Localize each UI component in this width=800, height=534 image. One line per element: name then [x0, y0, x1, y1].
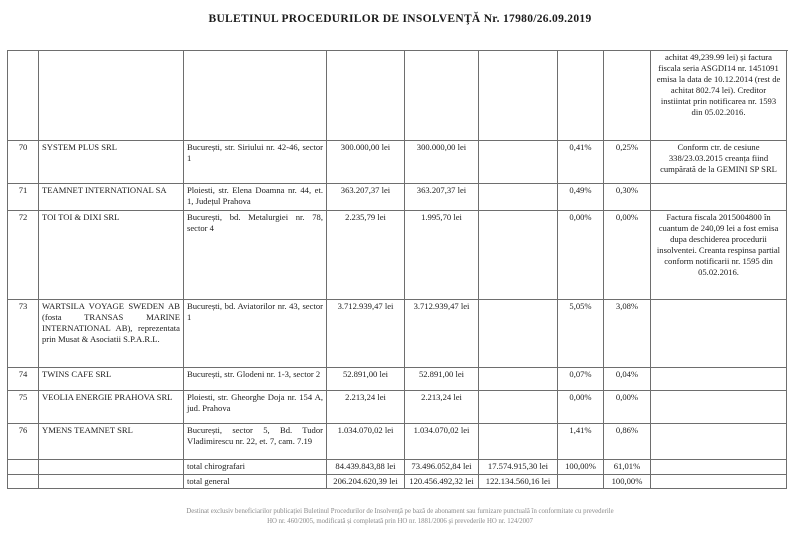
cell-row-number — [8, 51, 39, 141]
cell-observations: Factura fiscala 2015004800 în cuantum de 240,09 lei a fost emisa dupa deschiderea procedurii insolventei. Creanta respinsa partial conform notificarii nr. 1595 din 05.02.2016. — [651, 211, 787, 300]
cell-amount-admitted — [405, 51, 479, 141]
cell-creditor-address: Ploiesti, str. Gheorghe Doja nr. 154 A, jud. Prahova — [184, 391, 327, 424]
cell-amount-admitted: 1.034.070,02 lei — [405, 424, 479, 460]
cell-creditor-address: București, sector 5, Bd. Tudor Vladimirescu nr. 22, et. 7, cam. 7.19 — [184, 424, 327, 460]
cell-amount-total — [479, 424, 558, 460]
cell-row-number: 75 — [8, 391, 39, 424]
cell-row-number: 71 — [8, 184, 39, 211]
cell-percent-general: 3,08% — [604, 300, 651, 368]
cell-percent-general: 0,00% — [604, 391, 651, 424]
cell-percent-category: 0,00% — [558, 391, 604, 424]
cell-row-number: 76 — [8, 424, 39, 460]
cell-creditor-name — [39, 460, 184, 475]
cell-creditor-name: TWINS CAFE SRL — [39, 368, 184, 391]
cell-percent-general: 0,04% — [604, 368, 651, 391]
cell-creditor-name — [39, 475, 184, 489]
cell-percent-general: 0,30% — [604, 184, 651, 211]
cell-amount-declared: 3.712.939,47 lei — [327, 300, 405, 368]
cell-amount-total — [479, 51, 558, 141]
cell-creditor-address: total chirografari — [184, 460, 327, 475]
page-footer — [0, 507, 800, 526]
table-row — [8, 475, 788, 489]
cell-creditor-name: WARTSILA VOYAGE SWEDEN AB (fosta TRANSAS MARINE INTERNATIONAL AB), reprezentata prin Musat & Asociatii S.P.A.R.L. — [39, 300, 184, 368]
cell-percent-general: 0,00% — [604, 211, 651, 300]
cell-amount-total — [479, 211, 558, 300]
cell-creditor-address: Ploiesti, str. Elena Doamna nr. 44, et. 1, Județul Prahova — [184, 184, 327, 211]
cell-amount-total — [479, 300, 558, 368]
cell-observations — [651, 184, 787, 211]
cell-creditor-address: București, bd. Metalurgiei nr. 78, sector 4 — [184, 211, 327, 300]
cell-amount-declared: 2.235,79 lei — [327, 211, 405, 300]
cell-row-number: 74 — [8, 368, 39, 391]
cell-amount-declared: 52.891,00 lei — [327, 368, 405, 391]
table-row — [8, 424, 788, 460]
cell-amount-admitted: 300.000,00 lei — [405, 141, 479, 184]
cell-amount-admitted: 2.213,24 lei — [405, 391, 479, 424]
cell-observations: achitat 49,239.99 lei) și factura fiscala seria ASGDI14 nr. 1451091 emisa la data de 10.12.2014 (rest de achitat 802.74 lei). Creditor instiintat prin notificarea nr. 1593 din 05.02.2016. — [651, 51, 787, 141]
table-row — [8, 184, 788, 211]
table-row — [8, 300, 788, 368]
cell-percent-category: 0,07% — [558, 368, 604, 391]
cell-percent-general — [604, 51, 651, 141]
cell-amount-total — [479, 391, 558, 424]
creditors-table — [7, 50, 788, 489]
cell-amount-total — [479, 184, 558, 211]
cell-percent-category: 0,00% — [558, 211, 604, 300]
cell-amount-admitted: 120.456.492,32 lei — [405, 475, 479, 489]
cell-amount-declared — [327, 51, 405, 141]
bulletin-title: BULETINUL PROCEDURILOR DE INSOLVENŢĂ Nr. 17980/26.09.2019 — [208, 13, 592, 25]
table-row — [8, 51, 788, 141]
cell-creditor-name: VEOLIA ENERGIE PRAHOVA SRL — [39, 391, 184, 424]
cell-amount-declared: 1.034.070,02 lei — [327, 424, 405, 460]
cell-percent-general: 61,01% — [604, 460, 651, 475]
cell-percent-category — [558, 51, 604, 141]
table-row — [8, 211, 788, 300]
cell-creditor-address: total general — [184, 475, 327, 489]
cell-observations — [651, 424, 787, 460]
table-row — [8, 460, 788, 475]
cell-amount-admitted: 52.891,00 lei — [405, 368, 479, 391]
cell-percent-general: 0,86% — [604, 424, 651, 460]
table-row — [8, 368, 788, 391]
cell-creditor-name: SYSTEM PLUS SRL — [39, 141, 184, 184]
cell-percent-category — [558, 475, 604, 489]
cell-creditor-address: București, bd. Aviatorilor nr. 43, sector 1 — [184, 300, 327, 368]
cell-creditor-address: București, str. Siriului nr. 42-46, sector 1 — [184, 141, 327, 184]
cell-row-number: 72 — [8, 211, 39, 300]
cell-row-number — [8, 460, 39, 475]
footer-line-1: Destinat exclusiv beneficiarilor publicației Buletinul Procedurilor de Insolvență pe bază de abonament sau furnizare punctuală în conformitate cu prevederile — [186, 508, 614, 515]
cell-amount-declared: 2.213,24 lei — [327, 391, 405, 424]
cell-creditor-name: YMENS TEAMNET SRL — [39, 424, 184, 460]
cell-amount-total: 17.574.915,30 lei — [479, 460, 558, 475]
cell-creditor-name — [39, 51, 184, 141]
cell-observations — [651, 300, 787, 368]
cell-amount-admitted: 363.207,37 lei — [405, 184, 479, 211]
table-row — [8, 391, 788, 424]
cell-amount-declared: 363.207,37 lei — [327, 184, 405, 211]
cell-percent-category: 100,00% — [558, 460, 604, 475]
cell-row-number: 70 — [8, 141, 39, 184]
cell-percent-general: 0,25% — [604, 141, 651, 184]
cell-amount-total: 122.134.560,16 lei — [479, 475, 558, 489]
cell-observations — [651, 475, 787, 489]
cell-amount-admitted: 3.712.939,47 lei — [405, 300, 479, 368]
cell-amount-declared: 206.204.620,39 lei — [327, 475, 405, 489]
cell-creditor-address — [184, 51, 327, 141]
cell-observations: Conform ctr. de cesiune 338/23.03.2015 creanța fiind cumpărată de la GEMINI SP SRL — [651, 141, 787, 184]
cell-percent-category: 5,05% — [558, 300, 604, 368]
cell-observations — [651, 460, 787, 475]
cell-percent-category: 1,41% — [558, 424, 604, 460]
cell-amount-admitted: 73.496.052,84 lei — [405, 460, 479, 475]
cell-amount-admitted: 1.995,70 lei — [405, 211, 479, 300]
footer-line-2: HO nr. 460/2005, modificată și completată prin HO nr. 1881/2006 și prevederile HO nr. 124/2007 — [267, 517, 533, 525]
cell-creditor-address: București, str. Glodeni nr. 1-3, sector 2 — [184, 368, 327, 391]
cell-creditor-name: TOI TOI & DIXI SRL — [39, 211, 184, 300]
cell-amount-total — [479, 141, 558, 184]
cell-row-number — [8, 475, 39, 489]
cell-observations — [651, 368, 787, 391]
cell-amount-declared: 84.439.843,88 lei — [327, 460, 405, 475]
cell-amount-declared: 300.000,00 lei — [327, 141, 405, 184]
cell-percent-category: 0,49% — [558, 184, 604, 211]
cell-percent-category: 0,41% — [558, 141, 604, 184]
cell-percent-general: 100,00% — [604, 475, 651, 489]
cell-creditor-name: TEAMNET INTERNATIONAL SA — [39, 184, 184, 211]
cell-row-number: 73 — [8, 300, 39, 368]
table-row — [8, 141, 788, 184]
cell-amount-total — [479, 368, 558, 391]
cell-observations — [651, 391, 787, 424]
